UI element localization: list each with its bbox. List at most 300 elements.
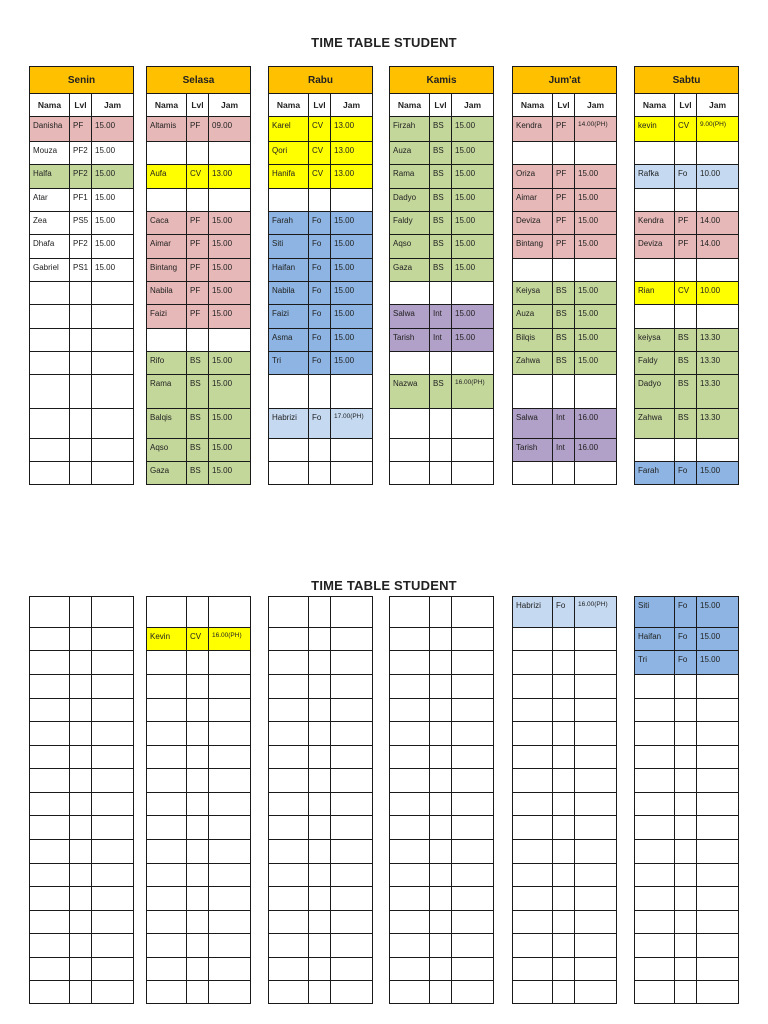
cell-nama: [513, 769, 553, 793]
column-header-jam: Jam: [452, 94, 494, 117]
table-row: [513, 142, 617, 165]
cell-nama: [269, 793, 309, 816]
cell-lvl: Fo: [675, 165, 697, 189]
cell-jam: [452, 816, 494, 840]
cell-jam: [697, 958, 739, 981]
cell-nama: [513, 887, 553, 911]
cell-jam: 15.00: [92, 235, 134, 259]
cell-jam: 13.00: [331, 165, 373, 189]
cell-nama: [390, 864, 430, 887]
cell-jam: 13.30: [697, 329, 739, 352]
table-row: [390, 235, 494, 259]
cell-lvl: [309, 651, 331, 675]
cell-lvl: Fo: [553, 597, 575, 628]
cell-jam: [92, 722, 134, 746]
cell-lvl: [430, 958, 452, 981]
cell-jam: [92, 282, 134, 305]
day-header: Jum'at: [513, 67, 617, 94]
cell-nama: [30, 958, 70, 981]
page-title-2: TIME TABLE STUDENT: [311, 578, 457, 593]
cell-jam: 15.00: [575, 282, 617, 305]
cell-lvl: [675, 439, 697, 462]
cell-nama: [30, 375, 70, 409]
cell-nama: Nazwa: [390, 375, 430, 409]
cell-lvl: [675, 769, 697, 793]
cell-nama: Aufa: [147, 165, 187, 189]
cell-nama: [390, 282, 430, 305]
cell-nama: Dadyo: [635, 375, 675, 409]
cell-lvl: [187, 934, 209, 958]
table-row: [30, 117, 134, 142]
cell-lvl: CV: [187, 165, 209, 189]
table-row: [635, 722, 739, 746]
cell-nama: [30, 329, 70, 352]
cell-nama: [269, 840, 309, 864]
cell-lvl: [70, 352, 92, 375]
table-row: [269, 864, 373, 887]
cell-nama: [269, 675, 309, 699]
cell-nama: [390, 911, 430, 934]
cell-lvl: [187, 981, 209, 1004]
cell-lvl: BS: [430, 189, 452, 212]
table-row: [30, 352, 134, 375]
table-row: [30, 911, 134, 934]
table-row: [30, 793, 134, 816]
table-row: [269, 597, 373, 628]
cell-nama: [269, 816, 309, 840]
cell-nama: [635, 189, 675, 212]
table-row: [390, 117, 494, 142]
table-row: [269, 305, 373, 329]
day-4-table: [512, 66, 617, 485]
cell-jam: [331, 958, 373, 981]
cell-lvl: [187, 651, 209, 675]
cell-jam: [92, 352, 134, 375]
cell-jam: [575, 699, 617, 722]
table-row: [30, 305, 134, 329]
cell-lvl: PF: [553, 189, 575, 212]
cell-nama: [513, 816, 553, 840]
cell-lvl: [70, 793, 92, 816]
cell-lvl: [553, 746, 575, 769]
cell-jam: [92, 934, 134, 958]
cell-jam: 15.00: [331, 235, 373, 259]
table-row: [269, 352, 373, 375]
table-row: [269, 189, 373, 212]
cell-lvl: [309, 840, 331, 864]
table-row: [513, 165, 617, 189]
cell-lvl: [187, 722, 209, 746]
cell-nama: Zahwa: [635, 409, 675, 439]
cell-jam: [209, 142, 251, 165]
table-row: [513, 675, 617, 699]
table-row: [30, 699, 134, 722]
table-row: [513, 651, 617, 675]
cell-lvl: [553, 628, 575, 651]
table-row: [635, 352, 739, 375]
cell-nama: [635, 911, 675, 934]
cell-jam: [697, 934, 739, 958]
cell-jam: 15.00: [452, 189, 494, 212]
cell-nama: [30, 793, 70, 816]
table-row: [635, 981, 739, 1004]
cell-jam: 15.00: [209, 409, 251, 439]
table-row: [390, 981, 494, 1004]
cell-jam: 15.00: [575, 165, 617, 189]
cell-jam: [92, 439, 134, 462]
cell-nama: [147, 597, 187, 628]
cell-nama: [390, 651, 430, 675]
cell-jam: [575, 259, 617, 282]
table-row: [635, 212, 739, 235]
cell-lvl: [675, 189, 697, 212]
table-row: [30, 409, 134, 439]
cell-lvl: Fo: [309, 352, 331, 375]
cell-nama: [147, 958, 187, 981]
cell-nama: [30, 675, 70, 699]
cell-lvl: [430, 651, 452, 675]
cell-nama: Atar: [30, 189, 70, 212]
cell-lvl: [70, 651, 92, 675]
cell-lvl: [675, 934, 697, 958]
table-row: [390, 165, 494, 189]
cell-lvl: BS: [553, 305, 575, 329]
cell-jam: [92, 911, 134, 934]
cell-lvl: [187, 329, 209, 352]
cell-jam: 15.00: [92, 142, 134, 165]
cell-nama: [30, 934, 70, 958]
table-row: [30, 142, 134, 165]
cell-jam: 15.00: [452, 235, 494, 259]
table-row: [30, 746, 134, 769]
table-row: [635, 462, 739, 485]
cell-nama: [513, 628, 553, 651]
table-row: [390, 352, 494, 375]
table-row: [269, 699, 373, 722]
table-row: [30, 462, 134, 485]
cell-jam: [209, 329, 251, 352]
table-row: [269, 887, 373, 911]
cell-nama: [147, 769, 187, 793]
cell-nama: Kevin: [147, 628, 187, 651]
cell-jam: 15.00: [697, 651, 739, 675]
cell-jam: 15.00: [331, 282, 373, 305]
cell-lvl: [187, 142, 209, 165]
cell-jam: 9.00(PH): [697, 117, 739, 142]
cell-lvl: [430, 793, 452, 816]
table-row: [513, 352, 617, 375]
cell-jam: [575, 816, 617, 840]
cell-lvl: Fo: [675, 462, 697, 485]
cell-jam: 15.00: [92, 165, 134, 189]
cell-nama: Rama: [390, 165, 430, 189]
cell-jam: [331, 840, 373, 864]
cell-lvl: [70, 375, 92, 409]
cell-jam: [697, 722, 739, 746]
cell-lvl: PF: [187, 282, 209, 305]
cell-lvl: [430, 840, 452, 864]
cell-lvl: [553, 142, 575, 165]
cell-nama: [390, 439, 430, 462]
cell-lvl: BS: [430, 117, 452, 142]
cell-nama: Aqso: [390, 235, 430, 259]
cell-jam: [92, 651, 134, 675]
cell-lvl: [675, 840, 697, 864]
cell-lvl: BS: [187, 462, 209, 485]
cell-nama: keiysa: [635, 329, 675, 352]
cell-nama: [30, 597, 70, 628]
column-header-nama: Nama: [30, 94, 70, 117]
cell-jam: [575, 628, 617, 651]
table-row: [147, 699, 251, 722]
table-row: [635, 409, 739, 439]
table-row: [147, 816, 251, 840]
cell-jam: [452, 597, 494, 628]
table-row: [269, 675, 373, 699]
table-row: [390, 722, 494, 746]
table-row: [269, 840, 373, 864]
cell-nama: [269, 958, 309, 981]
cell-jam: [331, 597, 373, 628]
cell-lvl: [309, 887, 331, 911]
cell-nama: Salwa: [513, 409, 553, 439]
cell-nama: [513, 651, 553, 675]
cell-jam: [452, 981, 494, 1004]
cell-jam: [697, 816, 739, 840]
table-row: [635, 597, 739, 628]
table-row: [635, 165, 739, 189]
cell-nama: [147, 981, 187, 1004]
cell-jam: [92, 462, 134, 485]
cell-lvl: Fo: [675, 628, 697, 651]
cell-nama: Kendra: [635, 212, 675, 235]
cell-lvl: [70, 409, 92, 439]
cell-lvl: BS: [430, 142, 452, 165]
cell-jam: [575, 375, 617, 409]
cell-lvl: BS: [675, 375, 697, 409]
table-row: [513, 958, 617, 981]
table-row: [635, 375, 739, 409]
cell-nama: [635, 699, 675, 722]
column-header-nama: Nama: [635, 94, 675, 117]
cell-nama: [30, 746, 70, 769]
cell-jam: [575, 462, 617, 485]
table-row: [513, 439, 617, 462]
cell-jam: 15.00: [575, 189, 617, 212]
cell-nama: [30, 409, 70, 439]
cell-lvl: [553, 934, 575, 958]
cell-nama: [635, 769, 675, 793]
cell-lvl: [309, 375, 331, 409]
cell-jam: [209, 981, 251, 1004]
cell-lvl: Fo: [309, 282, 331, 305]
table-row: [390, 699, 494, 722]
table-row: [269, 259, 373, 282]
table-row: [635, 816, 739, 840]
table-row: [147, 165, 251, 189]
table-row: [269, 117, 373, 142]
cell-jam: [331, 651, 373, 675]
cell-nama: Firzah: [390, 117, 430, 142]
cell-nama: Qori: [269, 142, 309, 165]
cell-lvl: [553, 675, 575, 699]
cell-nama: kevin: [635, 117, 675, 142]
table-row: [635, 699, 739, 722]
cell-jam: 15.00: [575, 329, 617, 352]
cell-nama: [635, 722, 675, 746]
cell-jam: 15.00: [575, 352, 617, 375]
cell-jam: [575, 958, 617, 981]
cell-nama: [513, 722, 553, 746]
cell-lvl: [430, 409, 452, 439]
cell-jam: [209, 722, 251, 746]
cell-nama: [30, 864, 70, 887]
cell-lvl: [70, 840, 92, 864]
table-row: [269, 816, 373, 840]
cell-lvl: [675, 887, 697, 911]
cell-lvl: CV: [309, 142, 331, 165]
table-row: [635, 628, 739, 651]
cell-jam: 16.00(PH): [575, 597, 617, 628]
cell-lvl: [187, 675, 209, 699]
column-header-lvl: Lvl: [430, 94, 452, 117]
cell-jam: [92, 675, 134, 699]
table-row: [30, 840, 134, 864]
cell-nama: [269, 911, 309, 934]
cell-nama: Aimar: [147, 235, 187, 259]
cell-lvl: [553, 259, 575, 282]
cell-nama: Deviza: [513, 212, 553, 235]
table-row: [513, 887, 617, 911]
cell-jam: [331, 934, 373, 958]
cell-lvl: [309, 958, 331, 981]
cell-nama: Farah: [635, 462, 675, 485]
cell-nama: [635, 864, 675, 887]
cell-nama: [30, 462, 70, 485]
table-row: [147, 117, 251, 142]
cell-jam: [452, 887, 494, 911]
cell-jam: [697, 887, 739, 911]
cell-jam: 13.00: [331, 117, 373, 142]
cell-lvl: CV: [675, 282, 697, 305]
cell-jam: 15.00: [209, 235, 251, 259]
table-row: [390, 769, 494, 793]
table-row: [390, 597, 494, 628]
cell-nama: Hanifa: [269, 165, 309, 189]
cell-jam: [92, 840, 134, 864]
cell-nama: [269, 699, 309, 722]
cell-lvl: [553, 981, 575, 1004]
cell-lvl: [553, 911, 575, 934]
cell-jam: 14.00(PH): [575, 117, 617, 142]
cell-jam: [575, 722, 617, 746]
cell-jam: 15.00: [697, 597, 739, 628]
column-header-jam: Jam: [575, 94, 617, 117]
cell-lvl: [553, 887, 575, 911]
cell-jam: 15.00: [209, 305, 251, 329]
cell-nama: [635, 958, 675, 981]
cell-jam: [452, 352, 494, 375]
cell-jam: 15.00: [452, 117, 494, 142]
table-row: [147, 675, 251, 699]
table-row: [390, 628, 494, 651]
table-row: [147, 769, 251, 793]
cell-lvl: PF: [70, 117, 92, 142]
cell-nama: Faizi: [269, 305, 309, 329]
cell-jam: [92, 409, 134, 439]
cell-lvl: [675, 675, 697, 699]
cell-lvl: [309, 934, 331, 958]
cell-jam: 10.00: [697, 282, 739, 305]
table-row: [635, 282, 739, 305]
cell-jam: [697, 675, 739, 699]
table-row: [635, 142, 739, 165]
table-row: [635, 934, 739, 958]
cell-lvl: [553, 840, 575, 864]
cell-nama: [635, 981, 675, 1004]
cell-jam: 10.00: [697, 165, 739, 189]
cell-jam: 13.30: [697, 409, 739, 439]
cell-lvl: [553, 816, 575, 840]
cell-jam: [331, 628, 373, 651]
cell-nama: Halfa: [30, 165, 70, 189]
day2-5-table: [634, 596, 739, 1004]
cell-jam: 13.00: [331, 142, 373, 165]
cell-nama: Oriza: [513, 165, 553, 189]
cell-jam: [331, 746, 373, 769]
table-row: [30, 651, 134, 675]
cell-jam: [92, 958, 134, 981]
cell-jam: 15.00: [209, 259, 251, 282]
table-row: [513, 981, 617, 1004]
cell-nama: Auza: [513, 305, 553, 329]
cell-jam: [331, 189, 373, 212]
cell-nama: [635, 259, 675, 282]
cell-jam: [92, 981, 134, 1004]
cell-lvl: [187, 911, 209, 934]
column-header-lvl: Lvl: [187, 94, 209, 117]
table-row: [147, 142, 251, 165]
cell-jam: [575, 981, 617, 1004]
table-row: [147, 305, 251, 329]
cell-nama: [635, 746, 675, 769]
cell-nama: [269, 722, 309, 746]
cell-jam: [452, 699, 494, 722]
cell-lvl: [309, 816, 331, 840]
cell-lvl: BS: [553, 329, 575, 352]
cell-nama: [147, 722, 187, 746]
cell-nama: [390, 958, 430, 981]
cell-nama: [390, 816, 430, 840]
cell-jam: 14.00: [697, 235, 739, 259]
cell-lvl: Int: [553, 439, 575, 462]
cell-nama: Gaza: [390, 259, 430, 282]
cell-jam: [331, 699, 373, 722]
cell-lvl: [70, 675, 92, 699]
table-row: [30, 628, 134, 651]
cell-nama: [269, 651, 309, 675]
cell-lvl: [430, 769, 452, 793]
cell-nama: Kendra: [513, 117, 553, 142]
cell-nama: Dhafa: [30, 235, 70, 259]
cell-nama: [147, 675, 187, 699]
cell-lvl: [70, 769, 92, 793]
cell-lvl: [430, 675, 452, 699]
cell-nama: [390, 699, 430, 722]
table-row: [635, 305, 739, 329]
cell-jam: [575, 769, 617, 793]
table-row: [390, 259, 494, 282]
